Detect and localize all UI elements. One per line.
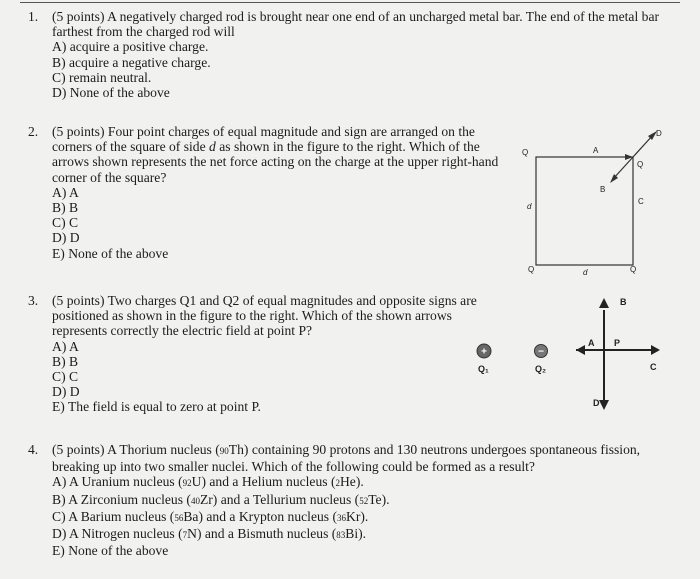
arrow-d-label: D	[656, 129, 662, 138]
charge-label-bottom-left: Q	[528, 265, 535, 274]
option-c: C) A Barium nucleus (56Ba) and a Krypton nucleus (36Kr).	[52, 508, 369, 524]
question-number: 1.	[28, 9, 39, 24]
question-text-cont: as shown in the figure to the right. Which of the arrows shown represents the net force acting on the charge at the upper right-hand corner of the square?	[52, 139, 499, 185]
option-c: C) C	[52, 369, 79, 385]
option-e: E) None of the above	[52, 245, 169, 261]
question-2-stem	[28, 124, 518, 185]
question-3	[28, 293, 478, 415]
arrow-a-head	[576, 345, 585, 355]
charge-q2-sign: −	[538, 346, 544, 358]
point-p-label: P	[614, 338, 621, 348]
side-label-bottom: d	[583, 268, 588, 277]
arrow-d-head	[599, 400, 609, 410]
option-a: A) A	[52, 338, 79, 354]
charge-q1-label: Q₁	[478, 364, 489, 374]
option-a: A) A Uranium nucleus (92U) and a Helium nucleus (2He).	[52, 474, 364, 490]
arrow-b-head	[599, 298, 609, 308]
arrow-a-label: A	[593, 146, 599, 155]
option-b: B) acquire a negative charge.	[52, 54, 211, 70]
arrow-d-label: D	[593, 398, 600, 408]
arrow-b-label: B	[600, 185, 606, 194]
question-text-cont: ) containing 90 protons and 130 neutrons undergoes spontaneous fission, breaking up into two smaller nuclei. Which of the following could be formed as a result?	[52, 442, 641, 475]
question-1-stem	[28, 9, 678, 39]
charge-q2-label: Q₂	[535, 364, 546, 374]
variable-d: d	[209, 139, 216, 155]
option-e: E) None of the above	[52, 543, 169, 559]
question-text: (5 points) Four point charges of equal magnitude and sign are arranged on the corners of the square of side	[52, 124, 475, 155]
electric-field-figure	[470, 288, 690, 420]
arrow-b-line	[613, 157, 633, 179]
question-text: (5 points) A Thorium nucleus (	[52, 442, 220, 457]
option-d: D) D	[52, 230, 80, 246]
charge-q1-sign: +	[481, 346, 487, 358]
option-e: E) The field is equal to zero at point P.	[52, 399, 261, 415]
arrow-c-label: C	[650, 362, 657, 372]
arrow-a-label: A	[588, 338, 595, 348]
option-a: A) A	[52, 184, 79, 200]
charge-label-top-right: Q	[637, 160, 644, 169]
charge-label-top-left: Q	[522, 148, 529, 157]
question-4-stem	[28, 442, 683, 474]
option-d: D) D	[52, 384, 80, 400]
arrow-c-label: C	[638, 197, 644, 206]
option-b: B) B	[52, 200, 79, 216]
option-d: D) None of the above	[52, 85, 170, 101]
thorium-symbol: Th	[228, 442, 244, 457]
thorium-subscript: 90	[219, 446, 229, 456]
question-2	[28, 124, 518, 261]
option-b: B) B	[52, 353, 79, 369]
option-b: B) A Zirconium nucleus (40Zr) and a Tellurium nucleus (52Te).	[52, 491, 390, 507]
question-4	[28, 442, 683, 558]
question-text: (5 points) A negatively charged rod is brought near one end of an uncharged metal bar. The end of the metal bar farthest from the charged rod will	[52, 9, 659, 40]
top-rule	[20, 2, 680, 3]
question-number: 2.	[28, 124, 39, 139]
question-3-stem	[28, 293, 478, 339]
square-charges-figure	[515, 127, 695, 277]
option-d: D) A Nitrogen nucleus (7N) and a Bismuth nucleus (83Bi).	[52, 526, 367, 542]
option-c: C) remain neutral.	[52, 69, 152, 85]
question-text: (5 points) Two charges Q1 and Q2 of equal magnitudes and opposite signs are positioned as shown in the figure to the right. Which of the shown arrows represents correctly the electric field at point P?	[52, 293, 477, 339]
arrow-d-line	[633, 135, 653, 157]
side-label-left: d	[527, 202, 532, 211]
arrow-c-head	[651, 345, 660, 355]
question-number: 3.	[28, 293, 39, 308]
option-a: A) acquire a positive charge.	[52, 39, 209, 55]
question-1	[28, 9, 678, 100]
question-number: 4.	[28, 442, 39, 457]
option-c: C) C	[52, 215, 79, 231]
arrow-b-label: B	[620, 297, 627, 307]
charge-label-bottom-right: Q	[630, 265, 637, 274]
